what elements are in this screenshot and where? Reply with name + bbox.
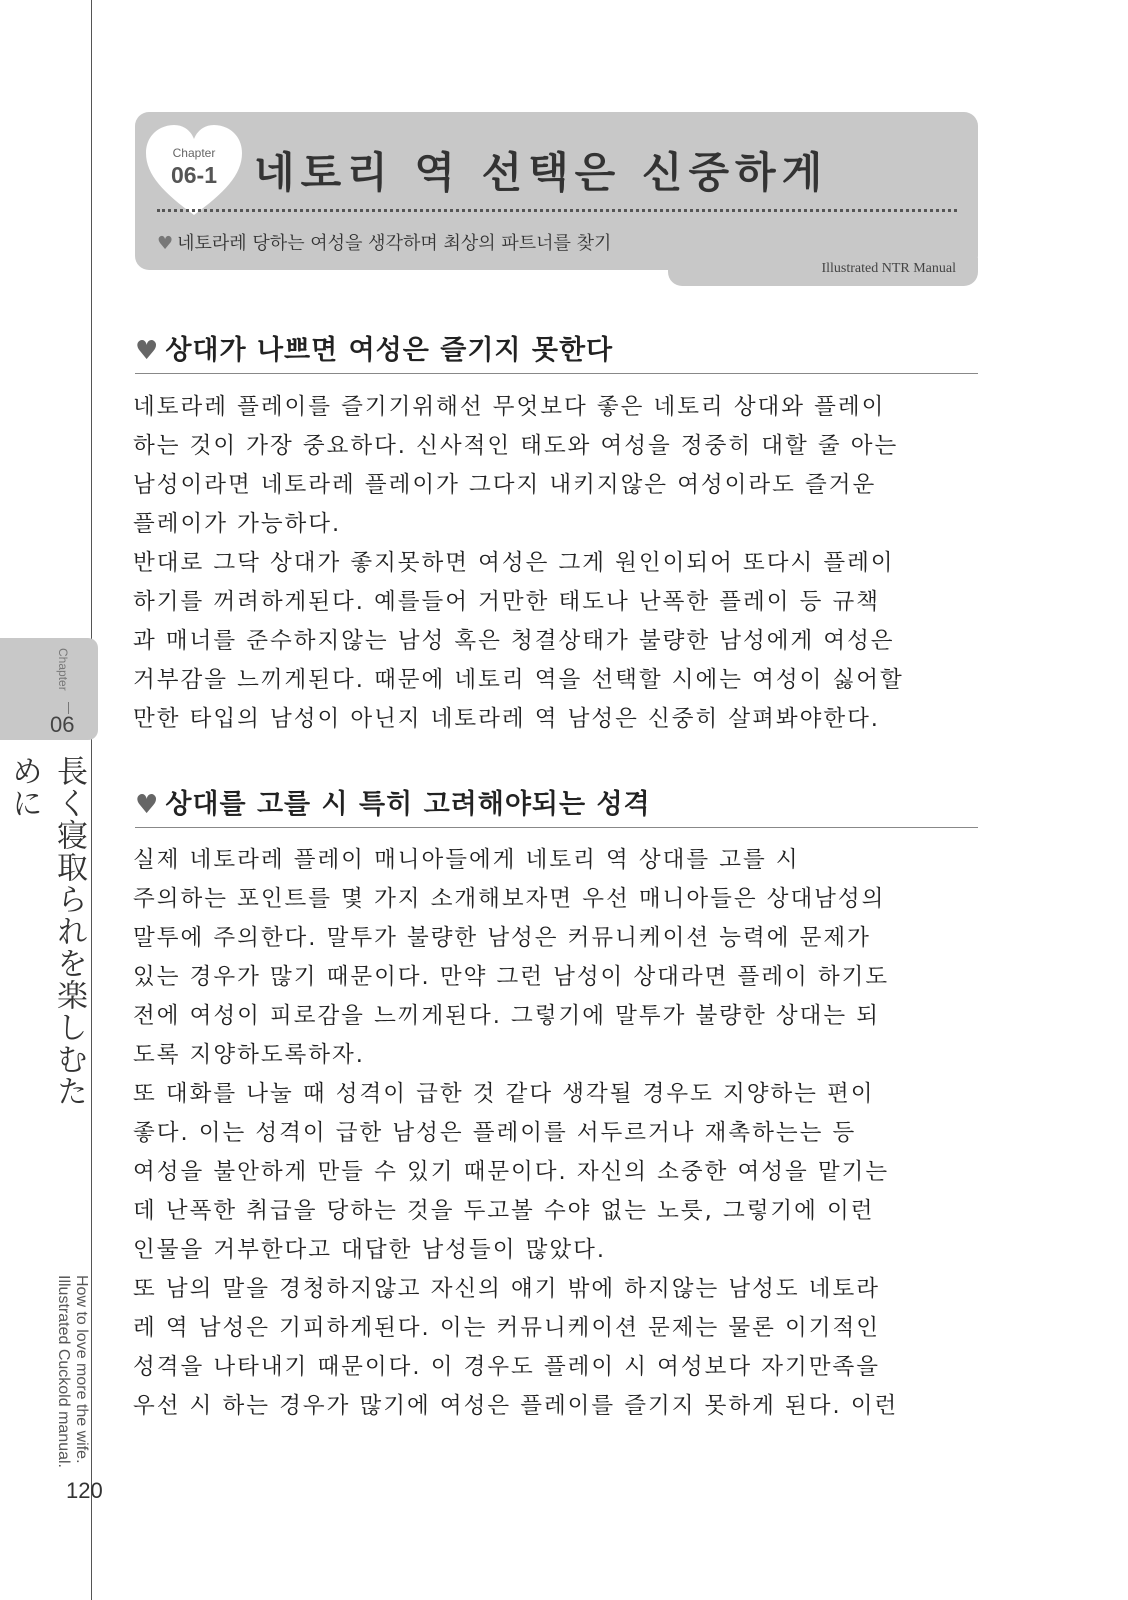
section-heading xyxy=(135,328,613,367)
text-line: 전에 여성이 피로감을 느끼게된다. 그렇기에 말투가 불량한 상대는 되 xyxy=(133,1003,880,1029)
text-line: 여성을 불안하게 만들 수 있기 때문이다. 자신의 소중한 여성을 맡기는 xyxy=(133,1159,890,1185)
section-heading-text: 상대를 고를 시 특히 고려해야되는 성격 xyxy=(165,789,651,820)
section-heading xyxy=(135,782,651,821)
section-heading-text: 상대가 나쁘면 여성은 즐기지 못한다 xyxy=(165,335,614,366)
chapter-subtitle xyxy=(157,229,611,255)
text-line: 말투에 주의한다. 말투가 불량한 남성은 커뮤니케이션 능력에 문제가 xyxy=(133,925,871,951)
heart-bullet-icon: ♥ xyxy=(157,233,174,254)
side-japanese-title: 長く寝取られを楽しむために xyxy=(6,755,87,1107)
side-english-title xyxy=(50,1275,90,1475)
text-line: 반대로 그닥 상대가 좋지못하면 여성은 그게 원인이되어 또다시 플레이 xyxy=(133,550,895,576)
text-line: 레 역 남성은 기피하게된다. 이는 커뮤니케이션 문제는 물론 이기적인 xyxy=(133,1315,880,1341)
text-line: 과 매너를 준수하지않는 남성 혹은 청결상태가 불량한 남성에게 여성은 xyxy=(133,628,895,654)
text-line: 우선 시 하는 경우가 많기에 여성은 플레이를 즐기지 못하게 된다. 이런 xyxy=(133,1393,899,1419)
side-chapter-number: 06 xyxy=(50,712,75,737)
heart-bullet-icon: ♥ xyxy=(135,790,160,820)
chapter-number: 06-1 xyxy=(170,162,218,188)
side-chapter-label: Chapter xyxy=(56,648,70,691)
chapter-label: Chapter xyxy=(172,146,216,160)
heart-bullet-icon: ♥ xyxy=(135,336,160,366)
side-english-line1: How to love more the wife. xyxy=(73,1275,90,1464)
chapter-title: 네토리 역 선택은 신중하게 xyxy=(254,148,829,197)
subtitle-text: 네토라레 당하는 여성을 생각하며 최상의 파트너를 찾기 xyxy=(177,233,612,254)
text-line: 거부감을 느끼게된다. 때문에 네토리 역을 선택할 시에는 여성이 싫어할 xyxy=(133,667,904,693)
text-line: 하는 것이 가장 중요하다. 신사적인 태도와 여성을 정중히 대할 줄 아는 xyxy=(133,433,899,459)
text-line: 하기를 꺼려하게된다. 예를들어 거만한 태도나 난폭한 플레이 등 규책 xyxy=(133,589,880,615)
section-body xyxy=(133,841,981,1426)
text-line: 도록 지양하도록하자. xyxy=(133,1042,365,1068)
text-line: 네토라레 플레이를 즐기기위해선 무엇보다 좋은 네토리 상대와 플레이 xyxy=(133,394,886,420)
section-body xyxy=(133,388,981,739)
manual-label: Illustrated NTR Manual xyxy=(821,261,956,276)
text-line: 만한 타입의 남성이 아닌지 네토라레 역 남성은 신중히 살펴봐야한다. xyxy=(133,706,880,732)
section-rule xyxy=(135,827,978,828)
side-english-line2: Illustrated Cuckold manual. xyxy=(55,1275,72,1468)
text-line: 있는 경우가 많기 때문이다. 만약 그런 남성이 상대라면 플레이 하기도 xyxy=(133,964,890,990)
dotted-divider xyxy=(157,209,957,212)
text-line: 남성이라면 네토라레 플레이가 그다지 내키지않은 여성이라도 즐거운 xyxy=(133,472,877,498)
text-line: 성격을 나타내기 때문이다. 이 경우도 플레이 시 여성보다 자기만족을 xyxy=(133,1354,880,1380)
text-line: 또 대화를 나눌 때 성격이 급한 것 같다 생각될 경우도 지양하는 편이 xyxy=(133,1081,875,1107)
text-line: 또 남의 말을 경청하지않고 자신의 얘기 밖에 하지않는 남성도 네토라 xyxy=(133,1276,880,1302)
text-line: 플레이가 가능하다. xyxy=(133,511,342,537)
text-line: 주의하는 포인트를 몇 가지 소개해보자면 우선 매니아들은 상대남성의 xyxy=(133,886,886,912)
text-line: 인물을 거부한다고 대답한 남성들이 많았다. xyxy=(133,1237,606,1263)
side-chapter-tab xyxy=(0,638,98,740)
page-number: 120 xyxy=(66,1478,103,1503)
text-line: 좋다. 이는 성격이 급한 남성은 플레이를 서두르거나 재촉하는는 등 xyxy=(133,1120,857,1146)
text-line: 데 난폭한 취급을 당하는 것을 두고볼 수야 없는 노릇, 그렇기에 이런 xyxy=(133,1198,875,1224)
text-line: 실제 네토라레 플레이 매니아들에게 네토리 역 상대를 고를 시 xyxy=(133,847,800,873)
section-rule xyxy=(135,373,978,374)
